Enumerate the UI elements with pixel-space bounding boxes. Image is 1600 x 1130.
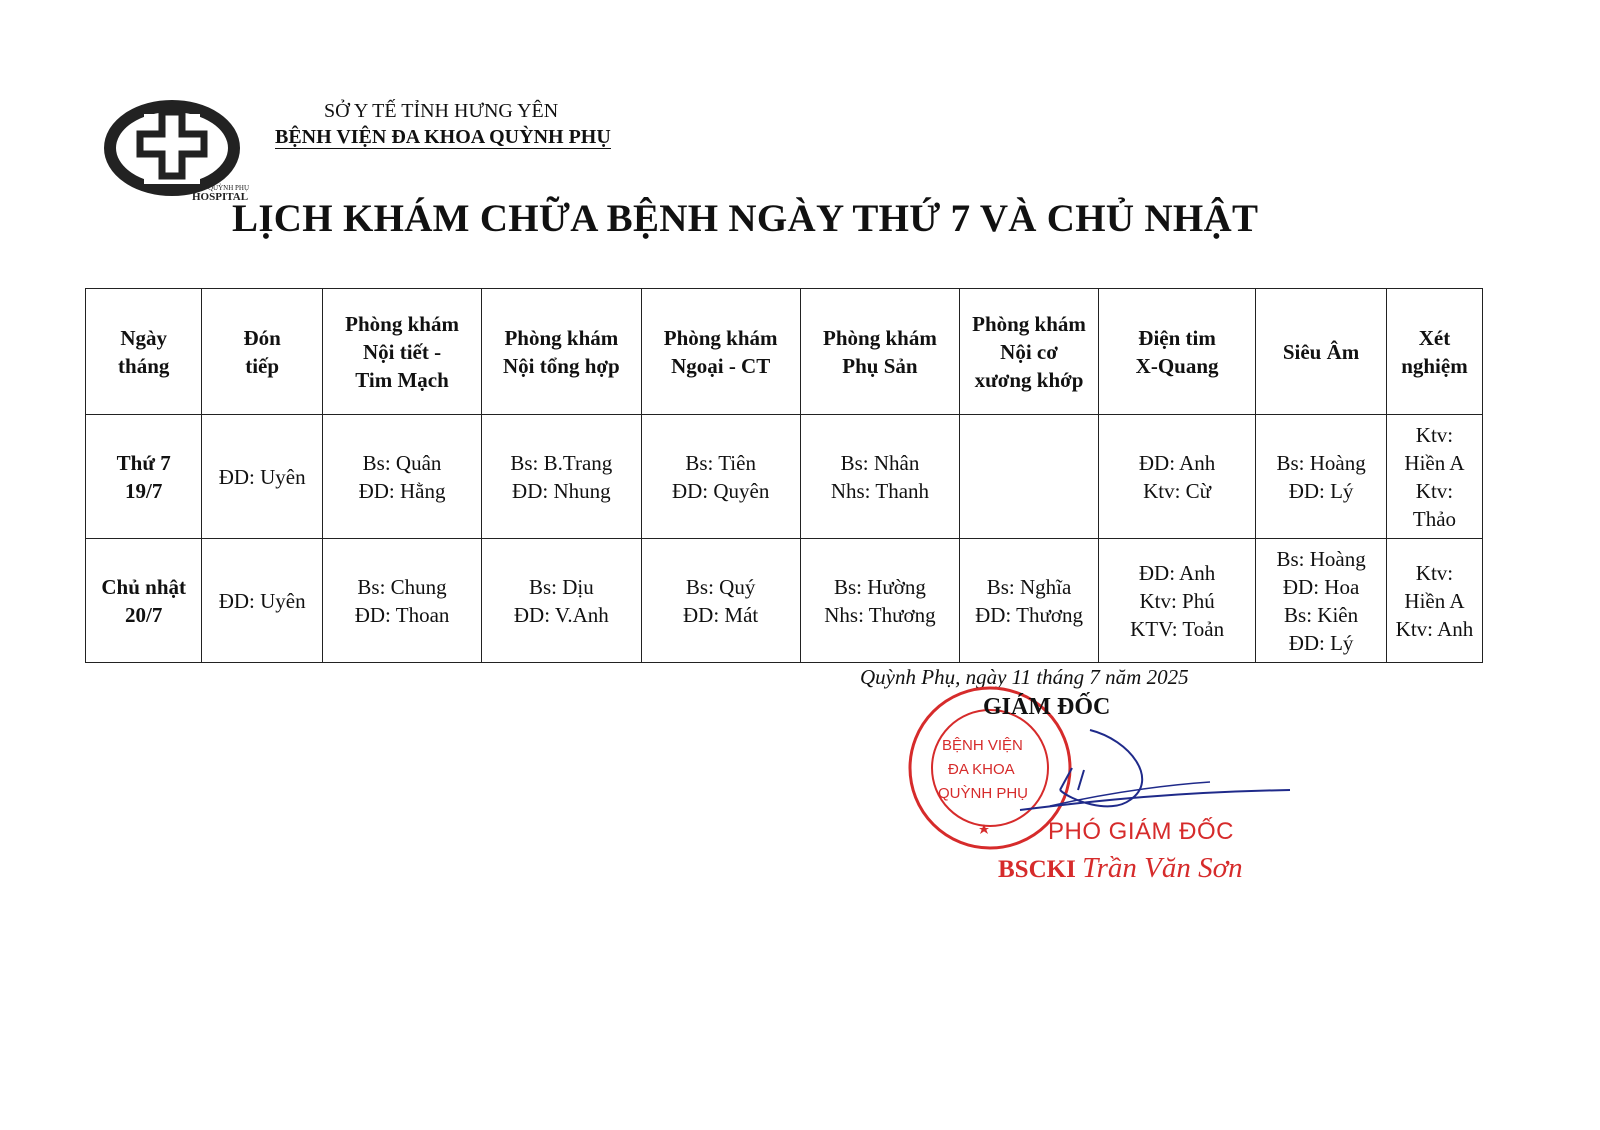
table-cell-date: Thứ 7 19/7 <box>86 415 202 539</box>
table-cell: Bs: Chung ĐD: Thoan <box>322 539 481 663</box>
svg-text:QUỲNH PHỤ: QUỲNH PHỤ <box>208 184 250 192</box>
table-cell: Bs: Quý ĐD: Mát <box>641 539 800 663</box>
vice-director-title: PHÓ GIÁM ĐỐC <box>1048 818 1235 845</box>
table-cell: ĐD: Uyên <box>202 539 323 663</box>
header-ngay-thang: Ngày tháng <box>86 289 202 415</box>
table-cell: Bs: Nghĩa ĐD: Thương <box>960 539 1099 663</box>
director-title: GIÁM ĐỐC <box>983 694 1111 720</box>
date-place-line: Quỳnh Phụ, ngày 11 tháng 7 năm 2025 <box>860 665 1189 689</box>
table-cell: Bs: Tiên ĐD: Quyên <box>641 415 800 539</box>
table-row <box>86 415 1483 539</box>
header-xet-nghiem: Xét nghiệm <box>1386 289 1482 415</box>
table-cell: Bs: Hường Nhs: Thương <box>800 539 959 663</box>
table-cell-empty <box>960 415 1099 539</box>
svg-text:HOSPITAL: HOSPITAL <box>192 191 249 203</box>
department-name: SỞ Y TẾ TỈNH HƯNG YÊN <box>324 100 559 122</box>
signer-name: BSCKI Trần Văn Sơn <box>998 852 1243 884</box>
table-cell: Ktv: Hiền A Ktv: Thảo <box>1386 415 1482 539</box>
svg-text:BỆNH VIỆN: BỆNH VIỆN <box>942 737 1023 754</box>
table-cell-date: Chủ nhật 20/7 <box>86 539 202 663</box>
table-cell: Bs: Dịu ĐD: V.Anh <box>482 539 641 663</box>
hospital-logo <box>104 98 254 208</box>
header-phu-san: Phòng khám Phụ Sản <box>800 289 959 415</box>
page-title: LỊCH KHÁM CHỮA BỆNH NGÀY THỨ 7 VÀ CHỦ NHẬT <box>232 197 1259 240</box>
header-dien-tim-x-quang: Điện tim X-Quang <box>1098 289 1255 415</box>
header-noi-tong-hop: Phòng khám Nội tổng hợp <box>482 289 641 415</box>
table-row <box>86 539 1483 663</box>
hospital-name: BỆNH VIỆN ĐA KHOA QUỲNH PHỤ <box>275 126 611 148</box>
header-don-tiep: Đón tiếp <box>202 289 323 415</box>
table-cell: Bs: Hoàng ĐD: Lý <box>1256 415 1387 539</box>
svg-text:QUỲNH PHỤ: QUỲNH PHỤ <box>938 785 1029 802</box>
table-cell: ĐD: Anh Ktv: Phú KTV: Toản <box>1098 539 1255 663</box>
header-noi-co-xuong-khop: Phòng khám Nội cơ xương khớp <box>960 289 1099 415</box>
table-cell: ĐD: Uyên <box>202 415 323 539</box>
table-cell: Ktv: Hiền A Ktv: Anh <box>1386 539 1482 663</box>
header-noi-tiet-tim-mach: Phòng khám Nội tiết - Tim Mạch <box>322 289 481 415</box>
table-cell: Bs: Nhân Nhs: Thanh <box>800 415 959 539</box>
table-cell: Bs: B.Trang ĐD: Nhung <box>482 415 641 539</box>
table-cell: ĐD: Anh Ktv: Cừ <box>1098 415 1255 539</box>
svg-text:ĐA KHOA: ĐA KHOA <box>948 761 1015 778</box>
table-cell: Bs: Quân ĐD: Hằng <box>322 415 481 539</box>
header-sieu-am: Siêu Âm <box>1256 289 1387 415</box>
schedule-table <box>85 288 1483 663</box>
header-ngoai-ct: Phòng khám Ngoại - CT <box>641 289 800 415</box>
table-cell: Bs: Hoàng ĐD: Hoa Bs: Kiên ĐD: Lý <box>1256 539 1387 663</box>
table-header-row <box>86 289 1483 415</box>
